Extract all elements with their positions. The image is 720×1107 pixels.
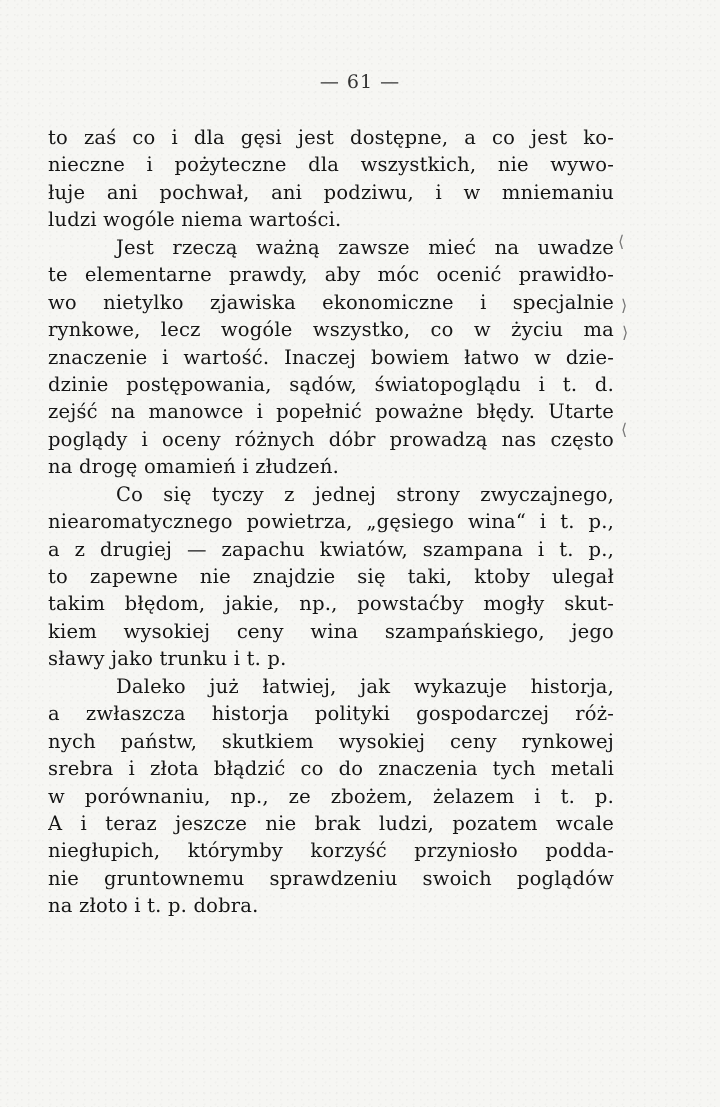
text-line: nie gruntownemu sprawdzeniu swoich poglądów bbox=[48, 866, 614, 890]
text-line: kiem wysokiej ceny wina szampańskiego, jego bbox=[48, 619, 614, 643]
paragraph-first-line: Daleko już łatwiej, jak wykazuje historja, bbox=[116, 674, 614, 698]
text-line: to zapewne nie znajdzie się taki, ktoby ulegał bbox=[48, 565, 614, 588]
margin-bracket-mark: ⟩ bbox=[622, 323, 629, 342]
text-line: dzinie postępowania, sądów, światopoglądu i t. d. bbox=[48, 372, 614, 396]
text-line: zejść na manowce i popełnić poważne błędy. Utarte bbox=[48, 400, 614, 424]
text-line: w porównaniu, np., ze zbożem, żelazem i t. p. bbox=[48, 784, 614, 808]
text-line: nieczne i pożyteczne dla wszystkich, nie wywo- bbox=[48, 153, 614, 177]
margin-bracket-mark: ⟨ bbox=[621, 420, 628, 439]
page-number: — 61 — bbox=[319, 71, 401, 93]
text-line: na złoto i t. p. dobra. bbox=[48, 894, 259, 918]
text-line: sławy jako trunku i t. p. bbox=[48, 647, 287, 671]
text-line: niearomatycznego powietrza, „gęsiego wina“ i t. p., bbox=[48, 510, 614, 534]
text-line: ludzi wogóle niema wartości. bbox=[48, 208, 342, 232]
text-line: na drogę omamień i złudzeń. bbox=[48, 455, 340, 479]
text-line: a zwłaszcza historja polityki gospodarczej róż- bbox=[48, 702, 614, 726]
margin-bracket-mark: ⟨ bbox=[618, 232, 625, 251]
text-line: takim błędom, jakie, np., powstaćby mogły skut- bbox=[48, 592, 614, 616]
text-line: nych państw, skutkiem wysokiej ceny rynkowej bbox=[48, 729, 614, 753]
text-line: znaczenie i wartość. Inaczej bowiem łatwo w dzie- bbox=[48, 345, 614, 369]
text-line: te elementarne prawdy, aby móc ocenić prawidło- bbox=[48, 263, 614, 287]
text-line: łuje ani pochwał, ani podziwu, i w mniemaniu bbox=[48, 180, 614, 204]
text-line: niegłupich, którymby korzyść przyniosło podda- bbox=[48, 839, 614, 863]
text-line: A i teraz jeszcze nie brak ludzi, pozatem wcale bbox=[48, 811, 614, 835]
text-line: srebra i złota błądzić co do znaczenia tych metali bbox=[48, 757, 614, 781]
margin-bracket-mark: ⟩ bbox=[621, 296, 628, 315]
text-line: rynkowe, lecz wogóle wszystko, co w życiu ma bbox=[48, 318, 614, 342]
text-line: a z drugiej — zapachu kwiatów, szampana i t. p., bbox=[48, 537, 614, 561]
text-line: wo nietylko zjawiska ekonomiczne i specjalnie bbox=[48, 290, 614, 314]
body-text bbox=[48, 124, 614, 920]
text-line: poglądy i oceny różnych dóbr prowadzą nas często bbox=[48, 427, 614, 451]
paragraph-first-line: Co się tyczy z jednej strony zwyczajnego, bbox=[116, 482, 614, 506]
text-line: to zaś co i dla gęsi jest dostępne, a co jest ko- bbox=[48, 126, 614, 149]
paragraph-first-line: Jest rzeczą ważną zawsze mieć na uwadze bbox=[116, 235, 614, 259]
